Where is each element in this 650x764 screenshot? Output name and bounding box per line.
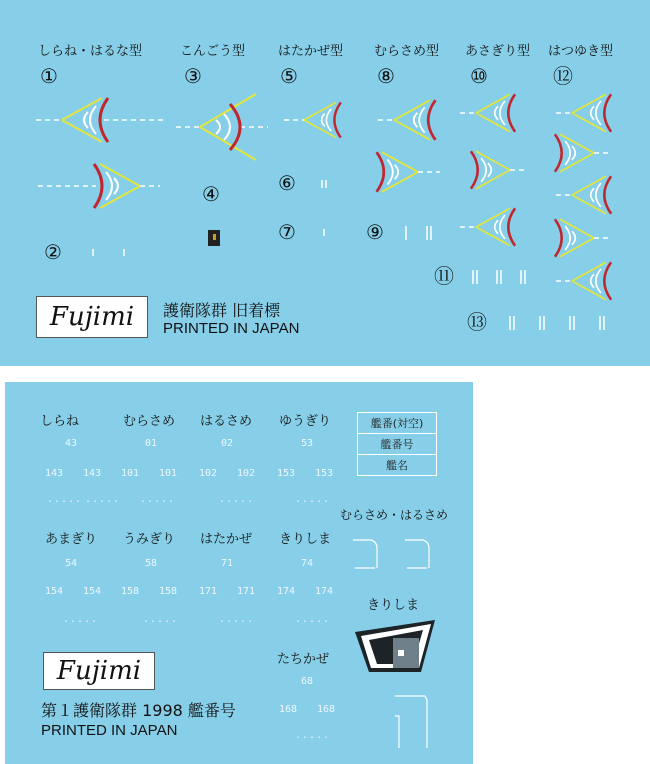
hull-number: 143	[45, 468, 64, 479]
hull-number: 168	[279, 704, 298, 715]
marker-3: ③	[184, 64, 202, 88]
marker-12: ⑫	[553, 64, 573, 88]
marker-6: ⑥	[278, 171, 296, 195]
bottom-sheet-title: 第１護衛隊群 1998 艦番号	[41, 701, 236, 720]
marker-5: ⑤	[280, 64, 298, 88]
hull-number: 102	[199, 468, 218, 479]
ship-name-umigiri: うみぎり	[123, 532, 176, 547]
hull-number: 171	[237, 586, 256, 597]
murasame-harusame-label: むらさめ・はるさめ	[340, 508, 449, 522]
decal-sheet-top	[0, 0, 650, 366]
hull-number: 153	[277, 468, 296, 479]
legend-ship-name: 艦名	[386, 459, 408, 472]
name-plate-dots: .....	[47, 494, 83, 505]
decal-1-chevron	[36, 98, 166, 142]
marker-13: ⑬	[467, 310, 487, 334]
bow-number: 54	[65, 558, 78, 569]
marker-11: ⑪	[434, 264, 454, 288]
ship-name-kirishima: きりしま	[279, 532, 332, 547]
marker-4: ④	[202, 182, 220, 206]
name-plate-dots: .....	[219, 614, 255, 625]
hull-number: 154	[83, 586, 102, 597]
hull-number: 154	[45, 586, 64, 597]
decal-5-chevron	[284, 102, 341, 137]
bow-number: 71	[221, 558, 234, 569]
name-plate-dots: .....	[295, 494, 331, 505]
fujimi-logo: Fujimi	[43, 652, 155, 690]
decal-2-chevron	[38, 164, 160, 256]
hull-number: 174	[277, 586, 296, 597]
name-plate-dots: .....	[85, 494, 121, 505]
type-label-shirane: しらね・はるな型	[38, 44, 143, 59]
marker-8: ⑧	[377, 64, 395, 88]
bow-number: 53	[301, 438, 314, 449]
bow-number: 58	[145, 558, 158, 569]
hull-number: 174	[315, 586, 334, 597]
hull-number: 101	[159, 468, 178, 479]
type-label-murasame: むらさめ型	[374, 44, 440, 59]
marker-7: ⑦	[278, 220, 296, 244]
decal-sheet-bottom	[5, 382, 473, 764]
bow-number: 68	[301, 676, 314, 687]
bow-number: 01	[145, 438, 158, 449]
hull-number: 171	[199, 586, 218, 597]
marker-10: ⑩	[470, 64, 488, 88]
bottom-printed-label: PRINTED IN JAPAN	[41, 722, 178, 739]
name-plate-dots: .....	[295, 730, 331, 741]
decal-12-chevrons	[555, 94, 611, 299]
name-plate-dots: .....	[219, 494, 255, 505]
kirishima-label: きりしま	[367, 598, 420, 613]
decal-4-block	[208, 230, 220, 246]
hull-number: 102	[237, 468, 256, 479]
type-label-hatsuyuki: はつゆき型	[548, 44, 614, 59]
ship-name-harusame: はるさめ	[200, 414, 253, 429]
decal-8-chevrons	[377, 100, 440, 192]
ship-name-hatakaze: はたかぜ	[200, 532, 253, 547]
legend-aa-number: 艦番(対空)	[358, 413, 436, 434]
top-sheet-title: 護衛隊群 旧着標	[163, 301, 281, 320]
hull-number: 168	[317, 704, 336, 715]
type-label-asagiri: あさぎり型	[465, 44, 531, 59]
hull-number: 158	[159, 586, 178, 597]
name-plate-dots: .....	[63, 614, 99, 625]
fujimi-logo: Fujimi	[36, 296, 148, 338]
top-printed-label: PRINTED IN JAPAN	[163, 320, 300, 337]
marker-1: ①	[40, 64, 58, 88]
ship-name-yuugiri: ゆうぎり	[279, 414, 332, 429]
name-plate-dots: .....	[140, 494, 176, 505]
hull-number: 153	[315, 468, 334, 479]
bow-number: 74	[301, 558, 314, 569]
bow-number: 43	[65, 438, 78, 449]
name-plate-dots: .....	[143, 614, 179, 625]
decal-3-chevron	[176, 94, 268, 160]
marker-9: ⑨	[366, 220, 384, 244]
decal-10-chevrons	[460, 94, 528, 245]
type-label-hatakaze: はたかぜ型	[278, 44, 344, 59]
hull-number: 101	[121, 468, 140, 479]
legend-hull-number: 艦番号	[358, 434, 436, 455]
bow-number: 02	[221, 438, 234, 449]
marker-2: ②	[44, 240, 62, 264]
ship-name-amagiri: あまぎり	[45, 532, 98, 547]
type-label-kongou: こんごう型	[180, 44, 246, 59]
ship-name-tachikaze: たちかぜ	[277, 652, 330, 667]
kirishima-bridge-decal	[355, 620, 435, 672]
hull-number: 158	[121, 586, 140, 597]
ship-name-shirane: しらね	[40, 414, 80, 429]
name-plate-dots: .....	[295, 614, 331, 625]
ship-name-murasame: むらさめ	[123, 414, 176, 429]
hull-number: 143	[83, 468, 102, 479]
